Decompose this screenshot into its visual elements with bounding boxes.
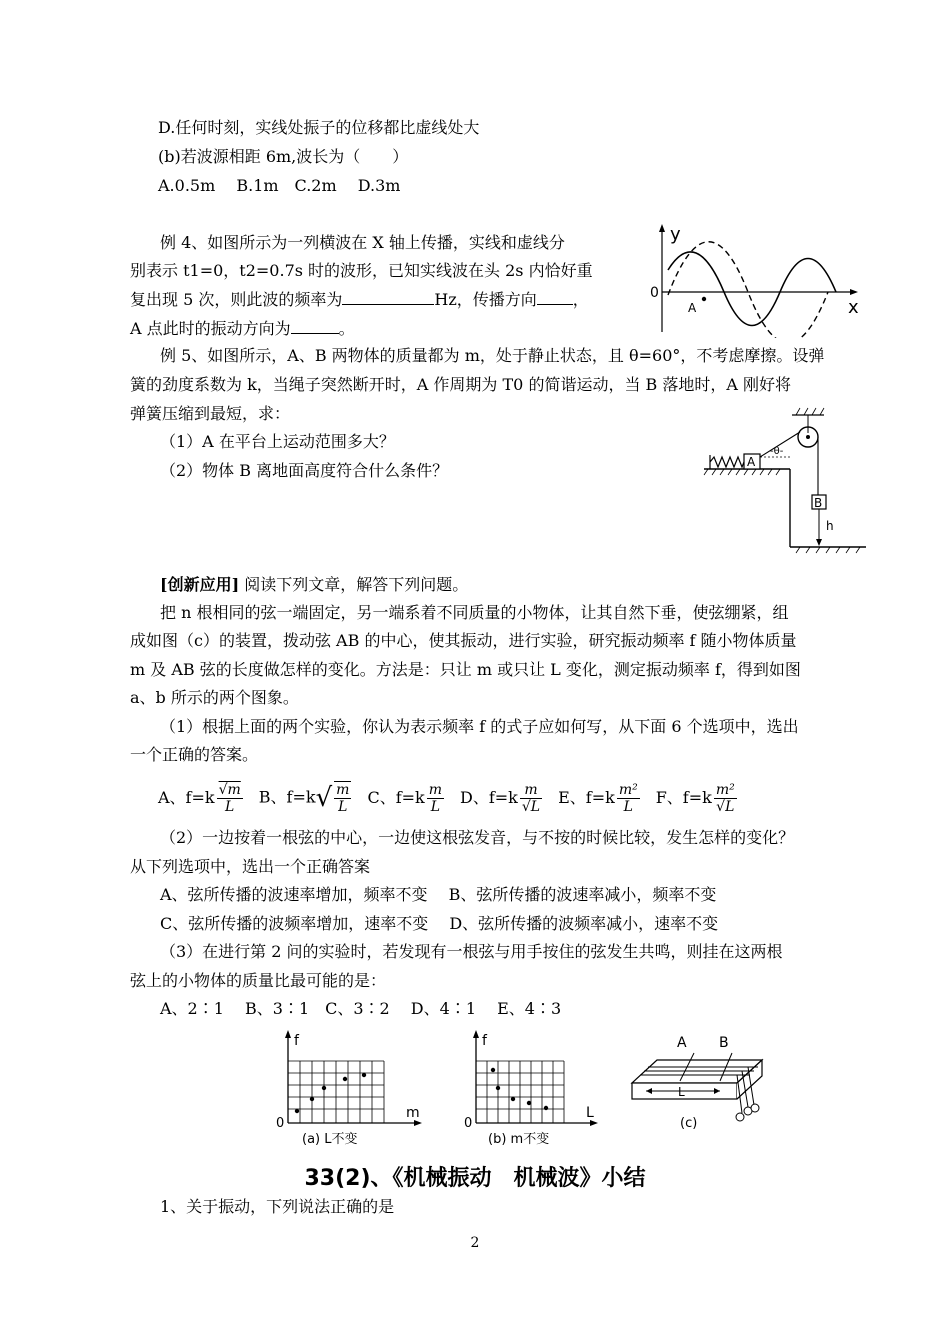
graph-b-f: f [482,1033,487,1049]
example5-q1: （1）A 在平台上运动范围多大？ [160,432,395,451]
graph-a-caption: (a) L不变 [302,1132,358,1147]
innovation-heading [160,574,468,596]
q2-line2: 从下列选项中，选出一个正确答案 [130,857,371,876]
spring [710,455,744,469]
example5-q2: （2）物体 B 离地面高度符合什么条件？ [160,461,449,480]
vibration-direction-blank[interactable] [291,317,339,334]
option-b: B、f=k√ $\frac{m}{L}$ [258,782,350,815]
para-line3: m 及 AB 弦的长度做怎样的变化。方法是：只让 m 或只让 L 变化，测定振动频率 f，得到如图 [130,660,801,679]
example4-period: 。 [338,319,355,338]
para-line4: a、b 所示的两个图象。 [130,688,299,707]
block-a-label: A [747,455,756,469]
example4-text3: A 点此时的振动方向为 [130,319,291,338]
option-e: E、f=k $\frac{\text{m²}}{L}$ [558,781,638,815]
y-label: y [670,224,681,245]
example4-line2: 别表示 t1=0，t2=0.7s 时的波形，已知实线波在头 2s 内恰好重 [130,261,593,280]
device-figure [622,1035,772,1140]
direction-blank[interactable] [537,288,573,305]
q2-option-ab: A、弦所传播的波速率增加，频率不变 B、弦所传播的波速率减小，频率不变 [160,885,717,904]
innovation-text: 阅读下列文章，解答下列问题。 [239,575,469,594]
q1-line2: 一个正确的答案。 [130,745,259,764]
dashed-wave [668,242,828,338]
example4-text2: Hz，传播方向 [434,290,537,309]
formula-options [158,775,739,821]
page-number: 2 [470,1235,480,1251]
spring-pulley-figure [700,405,872,555]
example5-line1: 例 5、如图所示，A、B 两物体的质量都为 m，处于静止状态，且 θ=60°，不考虑摩擦。设弹 [160,346,825,365]
innovation-tag: [创新应用] [160,575,240,594]
option-c: C、f=k $\frac{m}{L}$ [367,781,443,815]
para-line2: 成如图（c）的装置，拨动弦 AB 的中心，使其振动，进行实验，研究振动频率 f 随小物体质量 [130,631,797,650]
option-a: A、f=k $\frac{√m}{L}$ [158,781,241,815]
block-b-label: B [814,496,823,510]
origin-label: 0 [650,285,659,301]
graph-a-f: f [294,1033,299,1049]
x-label: x [848,297,859,318]
summary-q1: 1、关于振动，下列说法正确的是 [160,1197,395,1216]
example4-comma: ， [572,290,589,309]
graph-b [458,1025,608,1153]
example5-line2: 簧的劲度系数为 k，当绳子突然断开时，A 作周期为 T0 的简谐运动，当 B 落地时，A 刚好将 [130,375,792,394]
q3-options: A、2∶1 B、3∶1 C、3∶2 D、4∶1 E、4∶3 [160,999,562,1018]
h-label: h [826,519,834,533]
example4-line1: 例 4、如图所示为一列横波在 X 轴上传播，实线和虚线分 [160,233,565,252]
option-f: F、f=k $\frac{\text{m²}}{√L}$ [655,781,735,815]
graph-b-origin: 0 [464,1116,473,1131]
q3-line2: 弦上的小物体的质量比最可能的是： [130,971,387,990]
para-line1: 把 n 根相同的弦一端固定，另一端系着不同质量的小物体，让其自然下垂，使弦绷紧，组 [160,603,789,622]
question-b-options: A.0.5m B.1m C.2m D.3m [158,176,401,195]
example5-line3: 弹簧压缩到最短，求： [130,404,291,423]
theta-label: -θ- [770,446,784,457]
graph-a-m: m [406,1105,420,1121]
graph-b-caption: (b) m不变 [488,1132,550,1147]
wave-figure [648,220,870,338]
section-title: 33(2)、《机械振动 机械波》小结 [304,1166,646,1191]
question-b: (b)若波源相距 6m,波长为（ ） [158,147,409,166]
q1-line1: （1）根据上面的两个实验，你认为表示频率 f 的式子应如何写，从下面 6 个选项中，选出 [160,717,799,736]
frequency-blank[interactable] [342,288,434,305]
device-b-label: B [719,1035,729,1051]
q2-option-cd: C、弦所传播的波频率增加，速率不变 D、弦所传播的波频率减小，速率不变 [160,914,719,933]
graph-a [272,1025,432,1153]
q3-line1: （3）在进行第 2 问的实验时，若发现有一根弦与用手按住的弦发生共鸣，则挂在这两根 [160,942,783,961]
example4-line4 [130,317,355,340]
example4-text: 复出现 5 次，则此波的频率为 [130,290,343,309]
graph-a-origin: 0 [276,1116,285,1131]
example4-line3 [130,288,589,311]
device-caption: (c) [680,1116,698,1131]
q2-line1: （2）一边按着一根弦的中心，一边使这根弦发音，与不按的时候比较，发生怎样的变化？ [160,828,795,847]
a-label: A [688,301,697,315]
device-l-label: L [678,1085,685,1099]
graph-b-l: L [586,1105,594,1121]
point-a [702,297,706,301]
line-option-d: D.任何时刻，实线处振子的位移都比虚线处大 [158,118,480,137]
device-a-label: A [677,1035,687,1051]
option-d: D、f=k $\frac{m}{√L}$ [460,781,541,815]
